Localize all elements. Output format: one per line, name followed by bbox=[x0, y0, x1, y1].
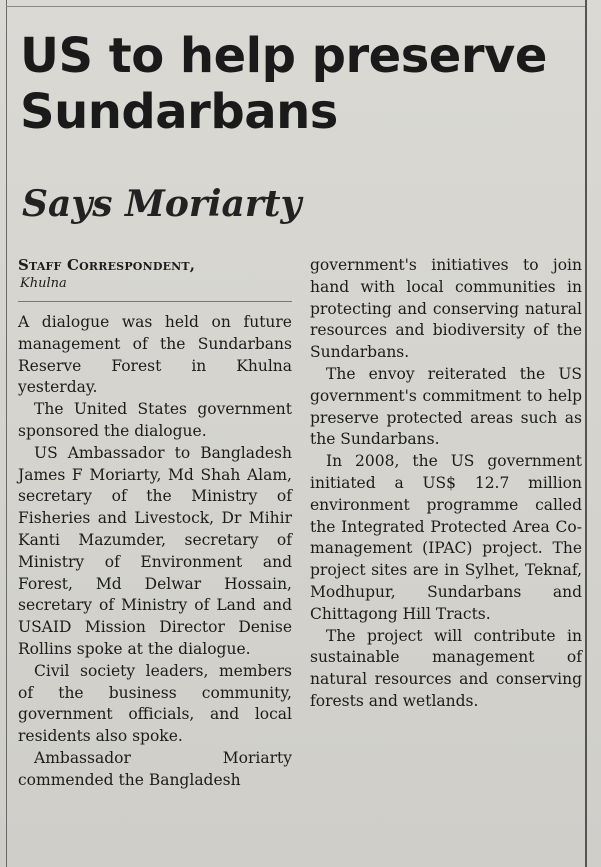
column-rule-right bbox=[585, 0, 587, 867]
byline-divider bbox=[18, 301, 292, 302]
article-column-left bbox=[18, 255, 292, 792]
paragraph: The envoy reiterated the US government's commitment to help preserve protected areas such as the Sundarbans. bbox=[310, 364, 582, 449]
paragraph: A dialogue was held on future management of the Sundarbans Reserve Forest in Khulna yesterday. bbox=[18, 313, 292, 397]
dateline-place: Khulna bbox=[20, 276, 67, 291]
paragraph: The United States government sponsored the dialogue. bbox=[18, 400, 292, 440]
byline: Staff Correspondent, bbox=[18, 256, 196, 274]
article-column-right bbox=[310, 255, 582, 713]
paragraph: US Ambassador to Bangladesh James F Moriarty, Md Shah Alam, secretary of the Ministry of Fisheries and Livestock, Dr Mihir Kanti Mazumder, secretary of Ministry of Environment and Forest, Md Delwar Hossain, secretary of Ministry of Land and USAID Mission Director Denise Rollins spoke at the dialogue. bbox=[18, 443, 292, 658]
paragraph: The project will contribute in sustainable management of natural resources and conserving forests and wetlands. bbox=[310, 626, 582, 710]
headline: US to help preserve Sundarbans bbox=[20, 28, 547, 140]
subheadline: Says Moriarty bbox=[22, 183, 302, 225]
paragraph: Civil society leaders, members of the business community, government officials, and local residents also spoke. bbox=[18, 661, 292, 746]
paragraph: government's initiatives to join hand with local communities in protecting and conserving natural resources and biodiversity of the Sundarbans. bbox=[310, 256, 582, 362]
column-rule-left bbox=[6, 0, 7, 867]
paragraph: Ambassador Moriarty commended the Bangladesh bbox=[18, 748, 292, 789]
paragraph: In 2008, the US government initiated a US$ 12.7 million environment programme called the Integrated Protected Area Co-management (IPAC) project. The project sites are in Sylhet, Teknaf, Modhupur, Sundarbans and Chittagong Hill Tracts. bbox=[310, 452, 582, 623]
column-rule-top bbox=[6, 6, 586, 7]
